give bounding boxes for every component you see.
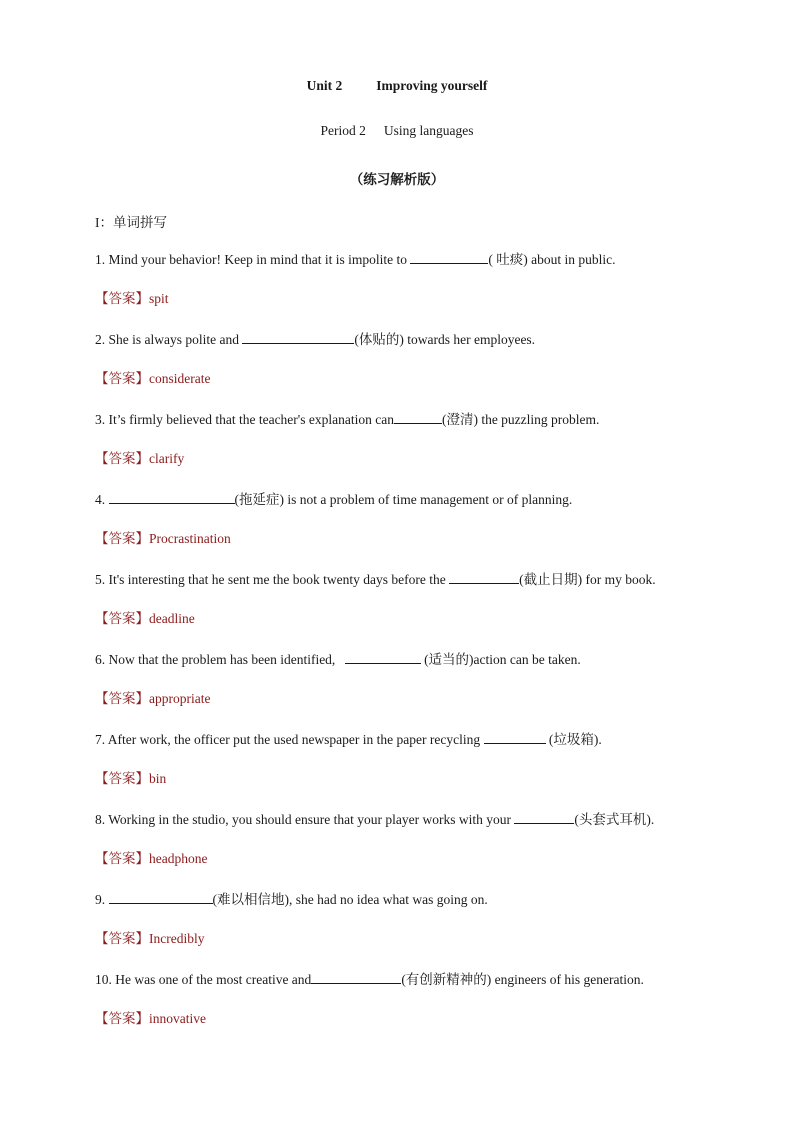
answer-tag: 【答案】: [95, 451, 149, 466]
answer-blank: [311, 971, 401, 984]
question-after: (澄清) the puzzling problem.: [441, 412, 600, 427]
question-after: (拖延症) is not a problem of time management or of planning.: [234, 492, 573, 507]
exercise-item: [95, 731, 735, 811]
answer-line: [95, 531, 735, 571]
question-before: 3. It’s firmly believed that the teacher's explanation can: [95, 412, 394, 427]
question-text: [95, 891, 735, 931]
question-before: 9.: [95, 892, 109, 907]
answer-line: [95, 851, 735, 891]
answer-line: [95, 291, 735, 331]
answer-tag: 【答案】: [95, 531, 149, 546]
answer-line: [95, 611, 735, 651]
period-number: Period 2: [320, 123, 366, 138]
answer-tag: 【答案】: [95, 1011, 149, 1026]
answer-tag: 【答案】: [95, 691, 149, 706]
question-text: [95, 651, 735, 691]
answer-tag: 【答案】: [95, 291, 149, 306]
question-text: [95, 411, 735, 451]
answer-blank: [514, 811, 574, 824]
exercise-item: [95, 571, 735, 651]
question-after: (垃圾箱).: [545, 732, 602, 747]
question-after: (体贴的) towards her employees.: [354, 332, 536, 347]
answer-blank: [484, 731, 546, 744]
period-title: [0, 123, 794, 139]
exercise-item: [95, 251, 735, 331]
question-before: 6. Now that the problem has been identified,: [95, 652, 339, 667]
answer-blank: [242, 331, 354, 344]
question-before: 4.: [95, 492, 109, 507]
exercise-item: [95, 491, 735, 571]
answer-tag: 【答案】: [95, 931, 149, 946]
exercise-item: [95, 811, 735, 891]
answer-line: [95, 931, 735, 971]
answer-value: spit: [149, 291, 169, 306]
version-label: （练习解析版）: [349, 172, 445, 187]
answer-tag: 【答案】: [95, 771, 149, 786]
answer-blank: [410, 251, 488, 264]
question-after: (头套式耳机).: [574, 812, 655, 827]
question-text: [95, 491, 735, 531]
answer-value: appropriate: [149, 691, 211, 706]
question-before: 5. It's interesting that he sent me the book twenty days before the: [95, 572, 450, 587]
exercise-list: [95, 251, 735, 1051]
exercise-item: [95, 651, 735, 731]
question-text: [95, 571, 735, 611]
answer-line: [95, 1011, 735, 1051]
answer-tag: 【答案】: [95, 851, 149, 866]
question-after: (适当的)action can be taken.: [420, 652, 581, 667]
answer-value: Incredibly: [149, 931, 205, 946]
answer-value: innovative: [149, 1011, 206, 1026]
answer-blank: [394, 411, 442, 424]
section-heading: I：单词拼写: [95, 215, 167, 230]
answer-value: Procrastination: [149, 531, 231, 546]
answer-blank: [109, 491, 235, 504]
exercise-item: [95, 331, 735, 411]
question-after: (难以相信地), she had no idea what was going on.: [212, 892, 488, 907]
answer-line: [95, 371, 735, 411]
unit-number: Unit 2: [306, 78, 343, 93]
question-before: 10. He was one of the most creative and: [95, 972, 312, 987]
answer-tag: 【答案】: [95, 371, 149, 386]
unit-name: Improving yourself: [376, 78, 488, 93]
question-after: (截止日期) for my book.: [519, 572, 656, 587]
question-text: [95, 971, 735, 1011]
answer-line: [95, 451, 735, 491]
question-after: (有创新精神的) engineers of his generation.: [401, 972, 644, 987]
question-text: [95, 731, 735, 771]
exercise-item: [95, 971, 735, 1051]
question-text: [95, 331, 735, 371]
period-name: Using languages: [383, 123, 474, 138]
answer-line: [95, 691, 735, 731]
unit-title: [0, 78, 794, 94]
answer-value: clarify: [149, 451, 185, 466]
exercise-item: [95, 411, 735, 491]
answer-tag: 【答案】: [95, 611, 149, 626]
question-before: 2. She is always polite and: [95, 332, 243, 347]
answer-line: [95, 771, 735, 811]
answer-value: headphone: [149, 851, 208, 866]
question-after: ( 吐痰) about in public.: [488, 252, 616, 267]
answer-blank: [449, 571, 519, 584]
question-before: 7. After work, the officer put the used newspaper in the paper recycling: [95, 732, 484, 747]
question-text: [95, 811, 735, 851]
answer-blank: [109, 891, 213, 904]
answer-value: bin: [149, 771, 167, 786]
exercise-item: [95, 891, 735, 971]
question-before: 1. Mind your behavior! Keep in mind that it is impolite to: [95, 252, 411, 267]
question-text: [95, 251, 735, 291]
question-before: 8. Working in the studio, you should ensure that your player works with your: [95, 812, 515, 827]
answer-value: considerate: [149, 371, 211, 386]
answer-value: deadline: [149, 611, 195, 626]
answer-blank: [345, 651, 421, 664]
